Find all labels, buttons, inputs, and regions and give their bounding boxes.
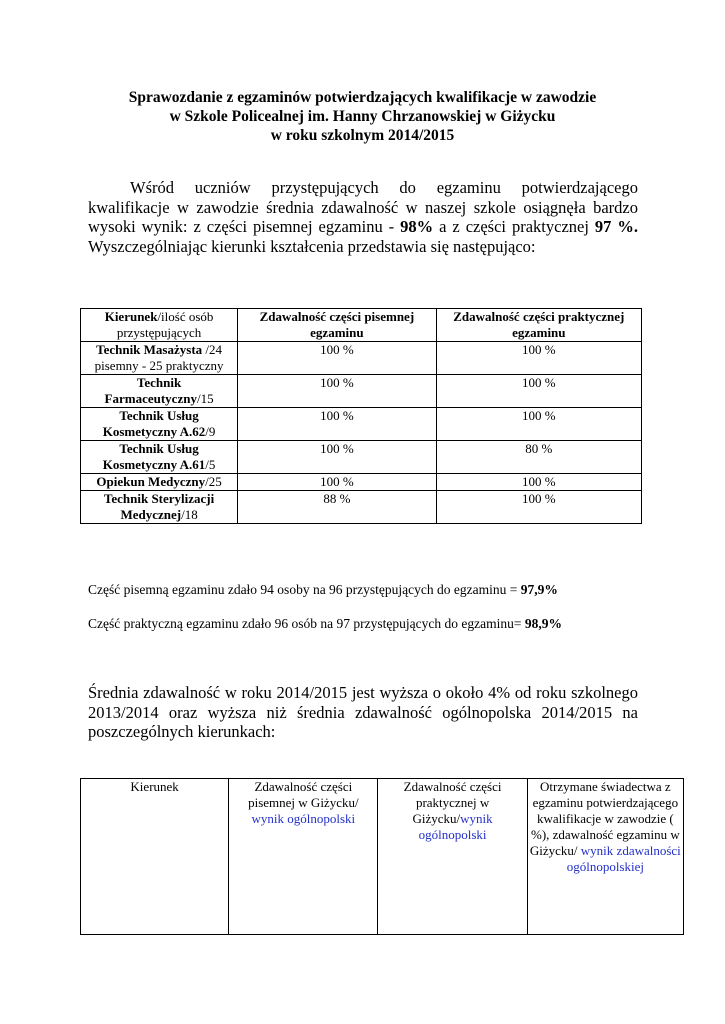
row-written: 100 % xyxy=(238,408,436,441)
comparison-col-kierunek: Kierunek xyxy=(81,779,229,935)
table-row xyxy=(81,342,642,375)
row-practical: 100 % xyxy=(436,491,641,524)
row-practical: 100 % xyxy=(436,375,641,408)
link-national-written: wynik ogólnopolski xyxy=(251,811,356,826)
summary-practical-value: 98,9% xyxy=(524,616,562,631)
report-title xyxy=(60,88,665,145)
table-row xyxy=(81,441,642,474)
title-line-1: Sprawozdanie z egzaminów potwierdzających kwalifikacje w zawodzie xyxy=(128,89,597,106)
results-table xyxy=(80,308,642,524)
comparison-col-practical: Zdawalność części praktycznej w Giżycku/wynik ogólnopolski xyxy=(378,779,527,935)
title-line-3: w roku szkolnym 2014/2015 xyxy=(270,127,455,144)
row-name: Technik Usług Kosmetyczny A.62/9 xyxy=(81,408,238,441)
row-name: Technik Usług Kosmetyczny A.61/5 xyxy=(81,441,238,474)
row-name: Technik Masażysta /24 pisemny - 25 praktyczny xyxy=(81,342,238,375)
intro-text-a: Wśród uczniów przystępujących do egzaminu potwierdzającego kwalifikacje w zawodzie średnia zdawalność w naszej szkole osiągnęła bardzo wysoki wynik: z części pisemnej egzaminu - xyxy=(88,178,638,236)
row-name: Technik Farmaceutyczny/15 xyxy=(81,375,238,408)
comparison-header-row xyxy=(81,779,684,935)
header-written: Zdawalność części pisemnej egzaminu xyxy=(238,309,436,342)
row-practical: 80 % xyxy=(436,441,641,474)
table-row xyxy=(81,474,642,491)
comparison-table xyxy=(80,778,684,935)
comparison-col-written: Zdawalność części pisemnej w Giżycku/ wynik ogólnopolski xyxy=(229,779,378,935)
title-line-2: w Szkole Policealnej im. Hanny Chrzanowskiej w Giżycku xyxy=(169,108,556,125)
summary-written: Część pisemną egzaminu zdało 94 osoby na 96 przystępujących do egzaminu = 97,9% xyxy=(88,582,558,597)
table-row xyxy=(81,491,642,524)
summary-practical: Część praktyczną egzaminu zdało 96 osób na 97 przystępujących do egzaminu= 98,9% xyxy=(88,616,562,631)
intro-pct-written: 98% xyxy=(400,217,434,236)
link-national-pass-rate: wynik zdawalności ogólnopolskiej xyxy=(566,843,681,874)
intro-pct-practical: 97 %. xyxy=(594,217,639,236)
link-national-practical: wynik ogólnopolski xyxy=(418,811,493,842)
intro-text-c: Wyszczególniając kierunki kształcenia przedstawia się następująco: xyxy=(88,236,536,256)
header-practical: Zdawalność części praktycznej egzaminu xyxy=(436,309,641,342)
comparison-col-certificates: Otrzymane świadectwa z egzaminu potwierdzającego kwalifikacje w zawodzie ( %), zdawalność egzaminu w Giżycku/ wynik zdawalności ogólnopolskiej xyxy=(527,779,683,935)
row-written: 88 % xyxy=(238,491,436,524)
row-practical: 100 % xyxy=(436,474,641,491)
table-header-row xyxy=(81,309,642,342)
row-written: 100 % xyxy=(238,375,436,408)
table-row xyxy=(81,375,642,408)
header-kierunek: Kierunek/ilość osób przystępujących xyxy=(81,309,238,342)
summary-written-value: 97,9% xyxy=(520,582,558,597)
comparison-paragraph: Średnia zdawalność w roku 2014/2015 jest wyższa o około 4% od roku szkolnego 2013/2014 oraz wyższa niż średnia zdawalność ogólnopolska 2014/2015 na poszczególnych kierunkach: xyxy=(88,683,638,741)
intro-paragraph xyxy=(88,178,638,256)
row-name: Opiekun Medyczny/25 xyxy=(81,474,238,491)
table-row xyxy=(81,408,642,441)
row-name: Technik Sterylizacji Medycznej/18 xyxy=(81,491,238,524)
row-written: 100 % xyxy=(238,342,436,375)
intro-text-b: a z części praktycznej xyxy=(433,217,595,236)
row-written: 100 % xyxy=(238,441,436,474)
row-practical: 100 % xyxy=(436,408,641,441)
row-practical: 100 % xyxy=(436,342,641,375)
row-written: 100 % xyxy=(238,474,436,491)
